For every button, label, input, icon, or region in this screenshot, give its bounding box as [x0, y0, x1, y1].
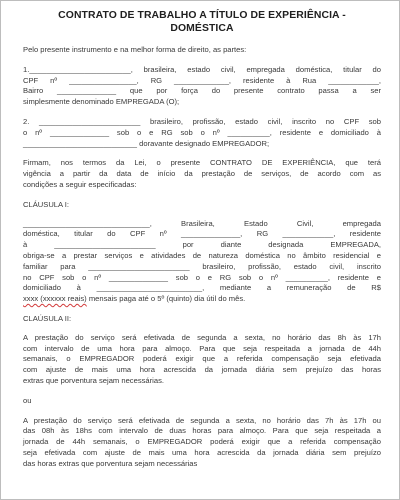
document-title — [23, 9, 381, 35]
remuneration-suffix: mensais paga até o 5º (quinto) dia útil do mês. — [86, 294, 246, 304]
clausula-1-line: doméstica, titular do CPF nº ______________, RG ____________, residente — [23, 229, 381, 239]
clausula-1-line: domiciliado à _________________________, mediante a remuneração de R$ — [23, 283, 381, 293]
party-1-line: Bairro ______________ que por força do presente contrato passa a ser — [23, 86, 381, 96]
clausula-1-paragraph — [23, 219, 381, 305]
clausula-2-paragraph-1 — [23, 333, 381, 387]
clausula-2-line: jornada de 44h semanais, o EMPREGADOR poderá exigir que a referida compensação — [23, 437, 381, 447]
intro-paragraph: Pelo presente instrumento e na melhor forma de direito, as partes: — [23, 45, 247, 54]
clausula-1-line: obriga-se a prestar serviços e atividades de natureza doméstica no âmbito residencial e — [23, 250, 381, 260]
party-1-line: 1.________________________, brasileira, estado civil, empregada doméstica, titular do — [23, 64, 381, 74]
ou-separator: ou — [23, 395, 32, 405]
remuneration-amount: xxxx (xxxxxx reais) — [23, 294, 87, 304]
firmam-line: condições a seguir especificadas: — [23, 179, 137, 189]
title-line-2: DOMÉSTICA — [170, 23, 234, 34]
clausula-1-line — [23, 294, 381, 305]
clausula-2-heading: CLAÚSULA II: — [23, 313, 72, 323]
party-1-line: CPF nº ________________, RG _____________, residente à Rua ____________, — [23, 75, 381, 85]
clausula-1-line: familiar para ________________________ brasileiro, profissão, estado civil, inscrito — [23, 261, 381, 271]
firmam-line: Firmam, nos termos da Lei, o presente CONTRATO DE EXPERIÊNCIA, que terá — [23, 158, 381, 168]
clausula-1-line: ______________________________, Brasileira, Estado Civil, empregada — [23, 218, 381, 228]
clausula-2-line: com intervalo de uma hora para almoço. Para que seja respeitada a jornada de 44h — [23, 343, 381, 353]
party-2-paragraph — [23, 117, 381, 149]
clausula-2-line: com ajuste de mais uma hora acrescida da jornada diária sem prejuízo das horas — [23, 365, 381, 375]
clausula-2-line: A prestação do serviço será efetivada de segunda a sexta, no horário das 8h às 17h — [23, 332, 381, 342]
clausula-2-line: das horas extras que porventura sejam necessárias — [23, 458, 198, 468]
party-1-paragraph — [23, 65, 381, 108]
title-line-1: CONTRATO DE TRABALHO A TÍTULO DE EXPERIÊNCIA - — [58, 10, 346, 21]
party-1-line: simplesmente denominado EMPREGADA (O); — [23, 97, 180, 107]
clausula-2-line: semanais, o EMPREGADOR poderá exigir que a referida compensação seja efetivada — [23, 354, 381, 364]
clausula-1-line: no CPF sob o nº ______________ sob o e RG sob o nº __________, residente e — [23, 272, 381, 282]
clausula-2-paragraph-2 — [23, 416, 381, 470]
clausula-2-line: seja efetivada com ajuste de mais uma hora acrescida da jornada diária sem prejuízo — [23, 447, 381, 457]
clausula-2-line: extras que porventura sejam necessárias. — [23, 375, 164, 385]
clausula-2-line: das 08h às 18hs com intervalo de duas horas para almoço. Para que seja respeitada a — [23, 426, 381, 436]
party-2-line: 2. ________________________ brasileiro, profissão, estado civil, inscrito no CPF sob — [23, 116, 381, 126]
party-2-line: o nº ______________ sob o e RG sob o nº __________, residente e domiciliado à — [23, 127, 381, 137]
clausula-1-line: à ________________________ por diante designada EMPREGADA, — [23, 240, 381, 250]
firmam-line: vigência a partir da data de início da prestação de serviços, de acordo com as — [23, 169, 381, 179]
clausula-2-line: A prestação do serviço será efetivada de segunda a sexta, no horário das 7h às 17h ou — [23, 415, 381, 425]
firmam-paragraph — [23, 158, 381, 190]
clausula-1-heading: CLÁUSULA I: — [23, 199, 70, 209]
party-2-line: ___________________________ doravante designado EMPREGADOR; — [23, 138, 270, 148]
